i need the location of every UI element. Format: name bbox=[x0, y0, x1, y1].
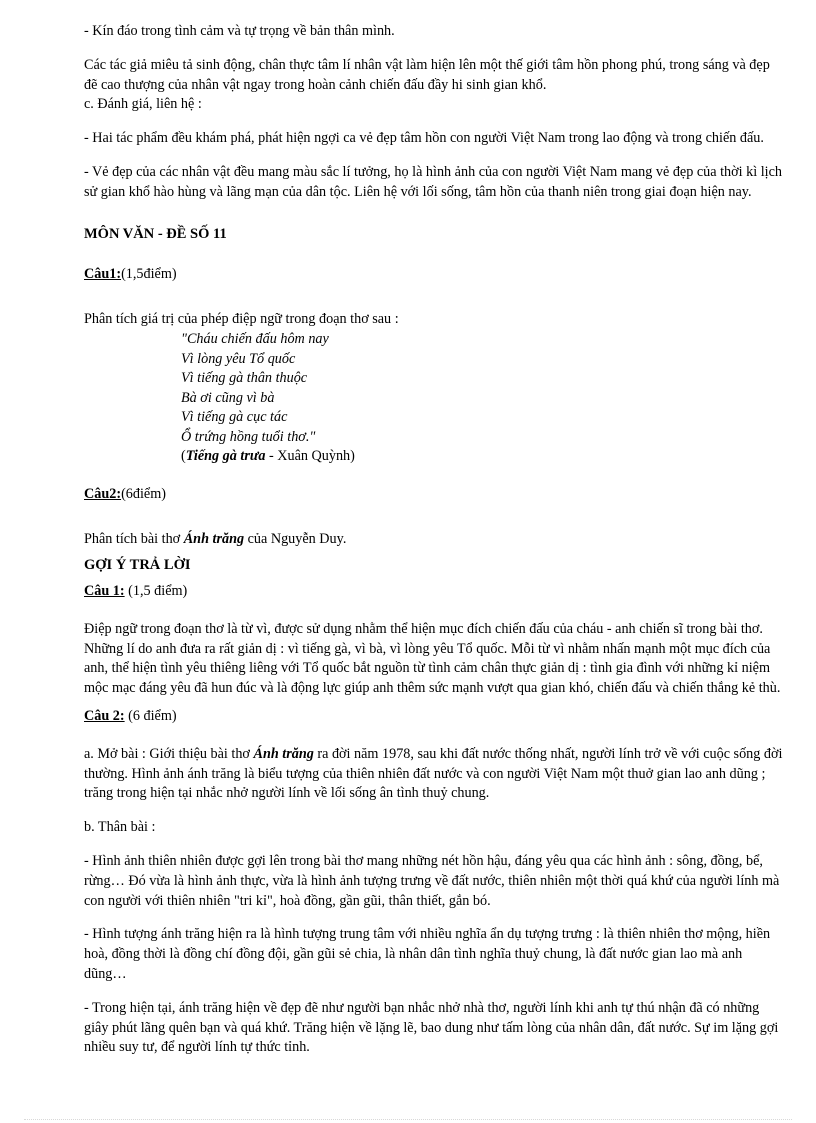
cau2-heading bbox=[84, 485, 784, 505]
page-bottom-divider bbox=[24, 1119, 792, 1120]
ans1-heading bbox=[84, 582, 784, 602]
paragraph-ideal-beauty: - Vẻ đẹp của các nhân vật đều mang màu sắc lí tưởng, họ là hình ảnh của con người Việt Nam mang vẻ đẹp của thời kì lịch sử gian khổ hào hùng và lãng mạn của dân tộc. Liên hệ với lối sống, tâm hồn của thanh niên trong giai đoạn hiện nay. bbox=[84, 163, 782, 200]
poem-line: Vì tiếng gà cục tác bbox=[181, 409, 288, 426]
section-title: MÔN VĂN - ĐỀ SỐ 11 bbox=[84, 225, 227, 242]
cau1-points: (1,5điểm) bbox=[121, 265, 177, 282]
poem-line: "Cháu chiến đấu hôm nay bbox=[181, 331, 329, 348]
cau2-prompt-title: Ánh trăng bbox=[183, 531, 245, 548]
document-page bbox=[84, 22, 784, 1058]
ans2-body-moon-symbol: - Hình tượng ánh trăng hiện ra là hình tượng trung tâm với nhiều nghĩa ẩn dụ tượng trưng : là thiên nhiên thơ mộng, hiền hoà, đồng thời là đồng chí đồng đội, gần gũi sẻ chia, là nhân dân tình nghĩa thuỷ chung, là đất nước gian lao mà anh dũng… bbox=[84, 926, 771, 983]
ans2-body-heading: b. Thân bài : bbox=[84, 819, 156, 836]
poem-block bbox=[181, 330, 784, 467]
cau1-heading bbox=[84, 265, 784, 285]
poem-source-author: - Xuân Quỳnh) bbox=[265, 448, 355, 465]
subheading-evaluation: c. Đánh giá, liên hệ : bbox=[84, 96, 202, 113]
ans2-intro: a. Mở bài : Giới thiệu bài thơ Ánh trăng ra đời năm 1978, sau khi đất nước thống nhất, người lính trở về với cuộc sống đời thường. Hình ảnh ánh trăng là biểu tượng của thiên nhiên đất nước và con người Việt Nam một thuở gian lao anh dũng ; trăng trong hiện tại nhắc nhở người lính về lối sống ân tình thuỷ chung. bbox=[84, 745, 783, 802]
cau2-prompt: Phân tích bài thơ Ánh trăng của Nguyễn Duy. bbox=[84, 531, 347, 548]
ans2-points: (6 điểm) bbox=[124, 708, 177, 725]
poem-line: Ổ trứng hồng tuổi thơ." bbox=[181, 428, 316, 445]
poem-line: Vì tiếng gà thân thuộc bbox=[181, 370, 308, 387]
ans2-intro-title: Ánh trăng bbox=[253, 745, 314, 762]
poem-source-title: Tiếng gà trưa bbox=[185, 448, 266, 465]
ans2-heading bbox=[84, 707, 784, 727]
cau2-points: (6điểm) bbox=[121, 485, 166, 502]
ans2-body-nature: - Hình ảnh thiên nhiên được gợi lên trong bài thơ mang những nét hồn hậu, đáng yêu qua các hình ảnh : sông, đồng, bể, rừng… Đó vừa là hình ảnh thực, vừa là hình ảnh tượng trưng về đất nước, thiên nhiên một thời quá khứ của người lính mà con người với thiên nhiên "tri kỉ", hoà đồng, gần gũi, thân thiết, gắn bó. bbox=[84, 853, 780, 909]
answer-title: GỢI Ý TRẢ LỜI bbox=[84, 557, 191, 574]
ans2-label: Câu 2: bbox=[84, 708, 125, 725]
paragraph-two-works: - Hai tác phẩm đều khám phá, phát hiện ngợi ca vẻ đẹp tâm hồn con người Việt Nam trong lao động và trong chiến đấu. bbox=[84, 130, 764, 147]
cau1-label: Câu1: bbox=[84, 265, 122, 282]
ans1-text: Điệp ngữ trong đoạn thơ là từ vì, được sử dụng nhằm thể hiện mục đích chiến đấu của cháu - anh chiến sĩ trong bài thơ. Những lí do anh đưa ra rất giản dị : vì tiếng gà, vì bà, vì lòng yêu Tổ quốc. Mỗi từ vì nhằm nhấn mạnh một mục đích của anh, thể hiện tình yêu thiêng liêng với Tổ quốc bắt nguồn từ tình cảm chân thực giản dị : tình gia đình với những kỉ niệm mộc mạc đáng yêu đã hun đúc và là động lực giúp anh thêm sức mạnh vượt qua gian khó, chiến đấu và chiến thắng kẻ thù. bbox=[84, 620, 781, 697]
paragraph-authors: Các tác giả miêu tả sinh động, chân thực tâm lí nhân vật làm hiện lên một thế giới tâm hồn phong phú, trong sáng và đẹp đẽ cao thượng của nhân vật ngay trong hoàn cảnh chiến đấu đầy hi sinh gian khổ. bbox=[84, 56, 770, 93]
poem-line: Bà ơi cũng vì bà bbox=[181, 389, 275, 406]
cau1-prompt: Phân tích giá trị của phép điệp ngữ trong đoạn thơ sau : bbox=[84, 311, 399, 328]
paragraph-modesty: - Kín đáo trong tình cảm và tự trọng về bản thân mình. bbox=[84, 23, 395, 39]
cau2-label: Câu2: bbox=[84, 485, 122, 502]
ans1-label: Câu 1: bbox=[84, 583, 125, 600]
ans1-points: (1,5 điểm) bbox=[124, 583, 188, 600]
ans2-body-present: - Trong hiện tại, ánh trăng hiện về đẹp đẽ như người bạn nhắc nhở nhà thơ, người lính khi anh tự thú nhận đã có những giây phút lãng quên bạn và quá khứ. Trăng hiện về lặng lẽ, bao dung như tấm lòng của nhân dân, đất nước. Sự im lặng gợi nhiều suy tư, để người lính tự thức tỉnh. bbox=[84, 999, 779, 1056]
poem-line: Vì lòng yêu Tổ quốc bbox=[181, 350, 296, 367]
poem-source: (Tiếng gà trưa - Xuân Quỳnh) bbox=[181, 448, 355, 465]
